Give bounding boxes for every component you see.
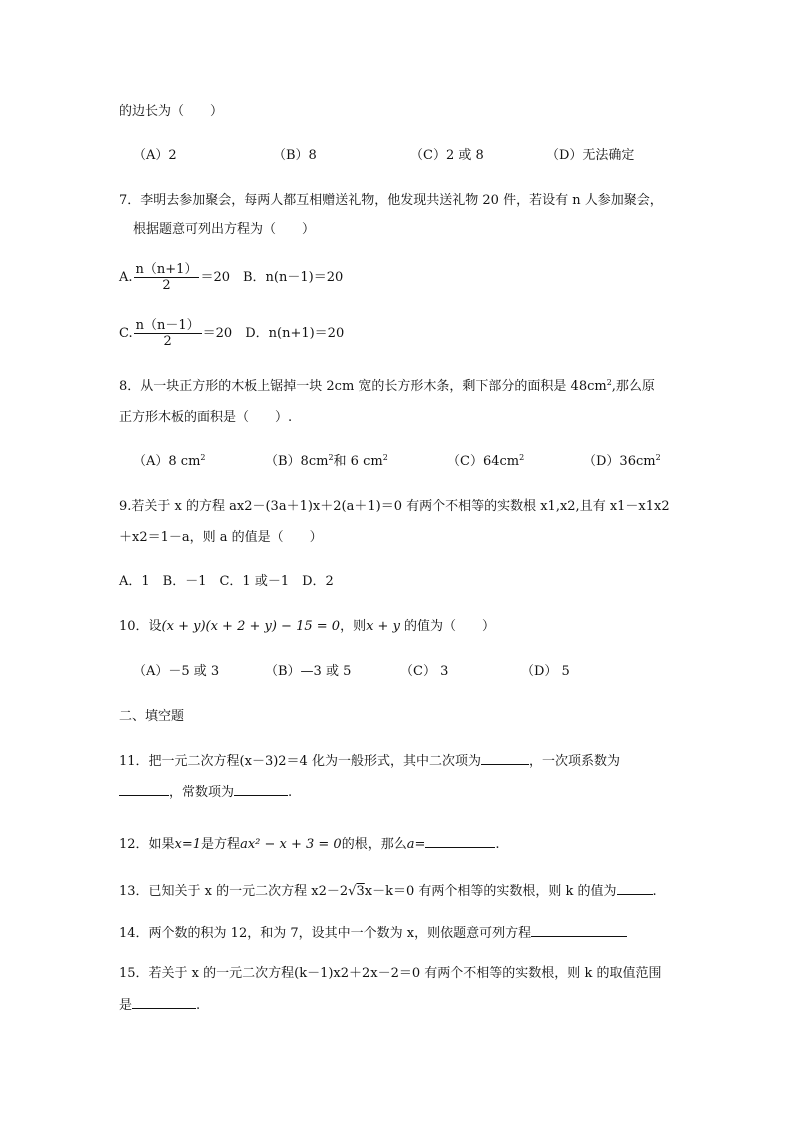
q13-prefix: 13．已知关于 x 的一元二次方程 x2－2 <box>119 884 349 899</box>
q10-option-d: （D） 5 <box>521 664 570 679</box>
q11-line1 <box>119 752 620 771</box>
q6-option-c: （C）2 或 8 <box>410 148 484 163</box>
q8-option-d: $(D)36cm^2$ <box>583 453 661 469</box>
q15-blank[interactable] <box>132 996 196 1009</box>
q15-text: 是 <box>119 998 133 1013</box>
q12-equation: ax² − x + 3 = 0 <box>240 837 342 852</box>
q10-expression2: x + y <box>366 619 400 634</box>
q10-option-a: （A）－5 或 3 <box>133 664 220 679</box>
q14-line <box>119 924 627 943</box>
q11-blank-linear-coefficient[interactable] <box>119 783 169 796</box>
q7-option-c-rest: ＝20 D．n(n+1)＝20 <box>202 326 345 341</box>
q12-suffix: 的根，那么 <box>341 837 407 852</box>
q13-end: . <box>652 884 657 899</box>
q11-blank-constant-term[interactable] <box>234 783 288 796</box>
q8-line1-sup: 2 <box>606 378 612 387</box>
q13-line <box>119 882 657 901</box>
q12-end: . <box>495 837 500 852</box>
q7-option-c-denominator: 2 <box>163 334 172 349</box>
sqrt-icon: √ <box>348 884 357 899</box>
q9-line1: 9.若关于 x 的方程 ax2－(3a＋1)x＋2(a＋1)＝0 有两个不相等的实数根 x1,x2,且有 x1－x1x2 <box>119 499 670 514</box>
q8-option-b: $(B)8cm^2$和 6 $cm^2$ <box>265 453 388 469</box>
q8-option-c: $(C)64cm^2$ <box>447 453 525 469</box>
q12-variable-a: a <box>406 837 415 852</box>
q6-option-a: （A）2 <box>133 148 177 163</box>
q9-line2: ＋x2＝1－a，则 a 的值是（ ） <box>119 530 323 545</box>
q8-line1-text: 8．从一块正方形的木板上锯掉一块 2cm 宽的长方形木条，剩下部分的面积是 48cm <box>119 379 607 394</box>
q14-blank[interactable] <box>531 924 627 937</box>
q7-option-c-label: C. <box>119 326 133 341</box>
q11-text-b: ，一次项系数为 <box>528 754 620 769</box>
q7-option-a-label: A. <box>119 270 133 285</box>
q11-text-d: . <box>288 785 293 800</box>
q10-expression: (x + y)(x + 2 + y) − 15 = 0 <box>161 619 341 634</box>
q13-sqrt-value: 3 <box>356 884 365 899</box>
q8-line1-tail: ,那么原 <box>611 379 655 394</box>
q14-text: 14．两个数的积为 12，和为 7，设其中一个数为 x，则依题意可列方程 <box>119 926 532 941</box>
q12-mid: 是方程 <box>201 837 241 852</box>
q8-line1 <box>119 378 655 396</box>
q12-condition: x=1 <box>174 837 202 852</box>
q7-line1: 7．李明去参加聚会，每两人都互相赠送礼物，他发现共送礼物 20 件，若设有 n 人参加聚会， <box>119 193 663 208</box>
q12-prefix: 12．如果 <box>119 837 175 852</box>
q7-option-cd <box>119 318 344 349</box>
q12-line <box>119 835 500 854</box>
q10-option-c: （C） 3 <box>400 664 449 679</box>
q7-option-a-rest: ＝20 B．n(n－1)＝20 <box>200 270 344 285</box>
q7-option-c-fraction <box>134 318 202 349</box>
q15-line2 <box>119 996 200 1015</box>
q10-prefix: 10．设 <box>119 619 162 634</box>
q6-option-d: （D）无法确定 <box>546 148 635 163</box>
q11-blank-quadratic-term[interactable] <box>481 752 529 765</box>
q13-suffix: x－k＝0 有两个相等的实数根，则 k 的值为 <box>364 884 617 899</box>
q7-option-a-denominator: 2 <box>162 278 171 293</box>
q7-option-a-fraction <box>134 262 200 293</box>
q8-option-a: （A）8 $cm^2$ <box>133 453 206 469</box>
q10-suffix: 的值为（ ） <box>399 619 496 634</box>
q6-option-b: （B）8 <box>273 148 317 163</box>
q7-line2: 根据题意可列出方程为（ ） <box>133 222 316 237</box>
q15-end: . <box>196 998 201 1013</box>
q12-equals: = <box>414 837 426 852</box>
section-title-fill-blank: 二、填空题 <box>119 709 185 724</box>
q12-blank[interactable] <box>425 835 495 848</box>
q11-line2 <box>119 783 292 802</box>
q10-mid: ，则 <box>340 619 367 634</box>
q9-options: A．1 B．－1 C．1 或－1 D．2 <box>119 574 334 589</box>
q10-option-b: （B）—3 或 5 <box>265 664 352 679</box>
q10-line <box>119 618 495 636</box>
q11-text-a: 11．把一元二次方程(x－3)2＝4 化为一般形式，其中二次项为 <box>119 754 481 769</box>
q7-option-a-numerator: n（n+1） <box>135 262 198 277</box>
q11-text-c: ，常数项为 <box>169 785 235 800</box>
q6-tail: 的边长为（ ） <box>119 104 224 119</box>
q7-option-ab <box>119 262 343 293</box>
q15-line1: 15．若关于 x 的一元二次方程(k－1)x2＋2x－2＝0 有两个不相等的实数根，则 k 的取值范围 <box>119 966 662 981</box>
q13-blank[interactable] <box>617 882 653 895</box>
q8-line2: 正方形木板的面积是（ ）. <box>119 410 293 425</box>
q7-option-c-numerator: n（n－1） <box>135 318 200 333</box>
